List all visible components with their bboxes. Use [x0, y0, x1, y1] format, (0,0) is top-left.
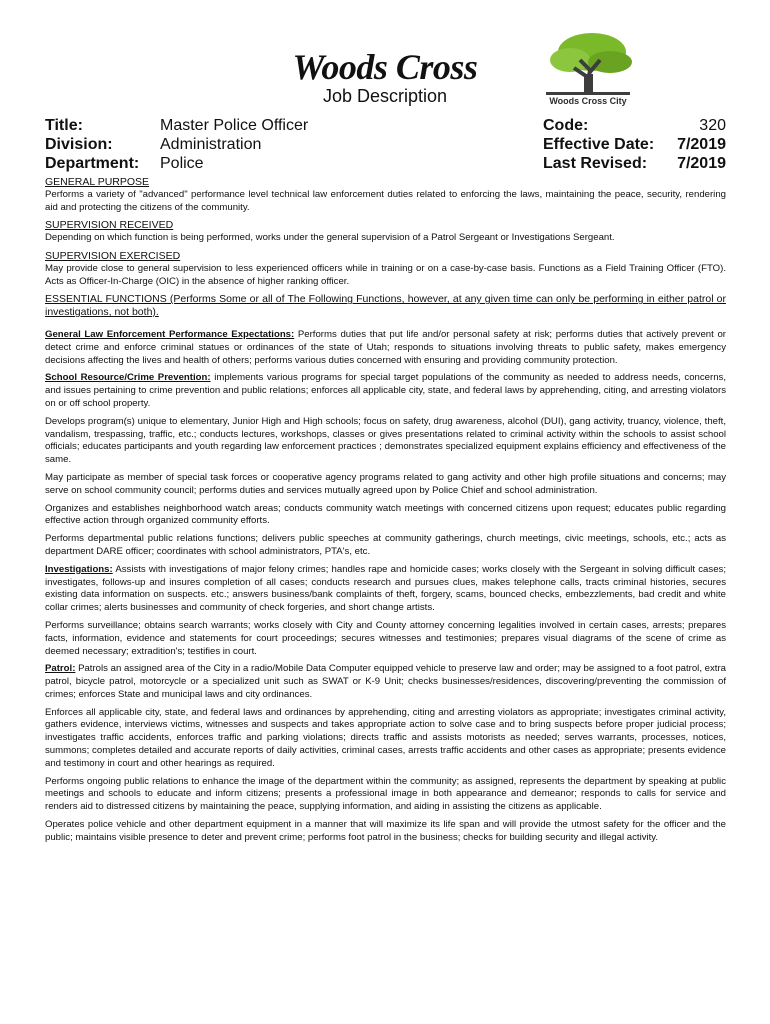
supervision-received-heading: SUPERVISION RECEIVED [45, 219, 174, 232]
division-label: Division: [45, 136, 113, 153]
general-law-paragraph [45, 329, 726, 367]
patrol-paragraph-3: Performs ongoing public relations to enhance the image of the department within the community; as assigned, represents the department by speaking at public meetings and schools to educate and inform citizens; presents a professional image in both appearance and demeanor; responds to calls for service and renders aid to distressed citizens by maintaining the peace, supplying information, and aiding in assisting the citizens as applicable. [45, 775, 726, 813]
header-values [160, 116, 308, 173]
org-title: Woods Cross [292, 47, 478, 87]
school-text: implements various programs for special target populations of the community as needed to address needs, concerns, and issues pertaining to crime prevention and public relations; enforces all applicable city, state, and federal laws by apprehending, citing, and arresting violators on or off school property. [45, 372, 726, 409]
department-label: Department: [45, 155, 140, 172]
patrol-label: Patrol: [45, 663, 76, 675]
general-purpose-text: Performs a variety of "advanced" performance level technical law enforcement duties related to enforcing the laws, maintaining the peace, security, rendering aid and protecting the citizens of the community. [45, 188, 726, 213]
city-logo [540, 30, 636, 108]
school-paragraph-5: Performs departmental public relations functions; delivers public speeches at community gatherings, church meetings, civic meetings, schools, etc.; acts as department DARE officer; coordinates with school administrators, PTA's, etc. [45, 533, 726, 557]
supervision-received-text: Depending on which function is being performed, works under the general supervision of a Patrol Sergeant or Investigations Sergeant. [45, 232, 615, 244]
school-paragraph [45, 372, 726, 410]
header-labels [45, 116, 139, 173]
investigations-paragraph [45, 564, 726, 615]
essential-functions-heading: ESSENTIAL FUNCTIONS (Performs Some or all of The Following Functions, however, at any given time can only be performing in either patrol or investigations, not both). [45, 293, 726, 319]
header-code-values [640, 116, 726, 173]
general-law-label: General Law Enforcement Performance Expectations: [45, 328, 295, 340]
title-label: Title: [45, 117, 83, 134]
tree-icon [540, 30, 636, 96]
supervision-exercised-heading: SUPERVISION EXERCISED [45, 249, 181, 262]
code-value: 320 [699, 117, 726, 134]
school-paragraph-3: May participate as member of special task forces or cooperative agency programs related to gang activity and other high profile situations and concerns; may serve on school community council; performs duties and services mutually agreed upon by Police Chief and school administration. [45, 471, 726, 496]
investigations-paragraph-2: Performs surveillance; obtains search warrants; works closely with City and County attorney concerning legalities involved in certain cases, arrests; prepares facts, information, evidence and statements for court proceedings; secures witnesses and testimonies; prepares visual diagrams of the scene of crime as deemed necessary; extradition's; testifies in court. [45, 619, 726, 657]
patrol-text: Patrols an assigned area of the City in a radio/Mobile Data Computer equipped vehicle to preserve law and order; may be assigned to a foot patrol, extra patrol, bicycle patrol, motorcycle or a specialized unit such as SWAT or K-9 Unit; checks businesses/residences, discovering/preventing the commission of crimes; enforces State and municipal laws and city ordinances. [45, 663, 726, 700]
investigations-text: Assists with investigations of major felony crimes; handles rape and homicide cases; works closely with the Sergeant in solving difficult cases; investigates, follows-up and insures completion of all cases; conducts research and pursues clues, makes telephone calls, tracts criminal histories, secures existing data information on suspects. etc.; answers business/bank complaints of theft, forgery, scams, bounced checks, embezzlements, bad credit and white collar crimes; alerts businesses and community of check forgeries, and short change artists. [45, 563, 726, 614]
patrol-paragraph-4: Operates police vehicle and other department equipment in a manner that will maximize its life span and will provide the utmost safety for the officer and the public; maintains visible presence to deter and prevent crime; performs foot patrol in the business; checks for building security and illegal activity. [45, 819, 726, 843]
logo-caption: Woods Cross City [549, 96, 627, 106]
patrol-paragraph-2: Enforces all applicable city, state, and federal laws and ordinances by apprehending, citing and arresting violators as appropriate; investigates criminal activity, gathers evidence, interviews victims, witnesses and suspects and takes appropriate action to solve case and to bring suspects before proper judicial process; investigates traffic accidents, enforces traffic and parking violations; directs traffic and assists motorists as needed; serves warrants, processes, notices, summons; completes detailed and accurate reports of daily activities, criminal cases, arrests traffic accidents and other cases as appropriate; presents evidence and testimony in court and other hearings as required. [45, 706, 726, 769]
school-paragraph-2: Develops program(s) unique to elementary, Junior High and High schools; focus on safety, drug awareness, alcohol (DUI), gang activity, truancy, violence, theft, vandalism, trespassing, traffic, etc.; conducts lectures, workshops, classes or gives presentations related to criminal activity within the schools to assist school officials; educates participants and youth regarding law enforcement practices ; demonstrates specialized equipment explains efficiency and effectiveness of the same. [45, 415, 726, 466]
effective-date-label: Effective Date: [543, 136, 655, 153]
last-revised-label: Last Revised: [543, 155, 648, 172]
last-revised-value: 7/2019 [677, 155, 726, 172]
effective-date-value: 7/2019 [677, 136, 726, 153]
general-law-text: Performs duties that put life and/or personal safety at risk; performs duties that actively prevent or detect crime and enforce criminal statues or ordinances of the state of Utah; responds to situations involving threats to public safety, makes emergency decisions affecting the lives and health of others; performs various duties concerned with ensuring and providing community protection. [45, 328, 726, 366]
doc-type: Job Description [322, 86, 448, 106]
document-body [45, 176, 726, 850]
title-value: Master Police Officer [160, 117, 309, 134]
department-value: Police [160, 155, 204, 172]
school-label: School Resource/Crime Prevention: [45, 372, 211, 384]
investigations-label: Investigations: [45, 563, 113, 575]
school-paragraph-4: Organizes and establishes neighborhood watch areas; conducts community watch meetings with concerned citizens upon request; educates public regarding effective action through organized community efforts. [45, 502, 726, 527]
patrol-paragraph [45, 663, 726, 701]
header-code-labels [543, 116, 654, 173]
supervision-exercised-text: May provide close to general supervision to less experienced officers while in training or on a case-by-case basis. Functions as a Field Training Officer (FTO). Acts as Officer-In-Charge (OIC) in the absence of higher ranking officer. [45, 262, 726, 287]
code-label: Code: [543, 117, 589, 134]
general-purpose-heading: GENERAL PURPOSE [45, 176, 150, 188]
division-value: Administration [160, 136, 262, 153]
